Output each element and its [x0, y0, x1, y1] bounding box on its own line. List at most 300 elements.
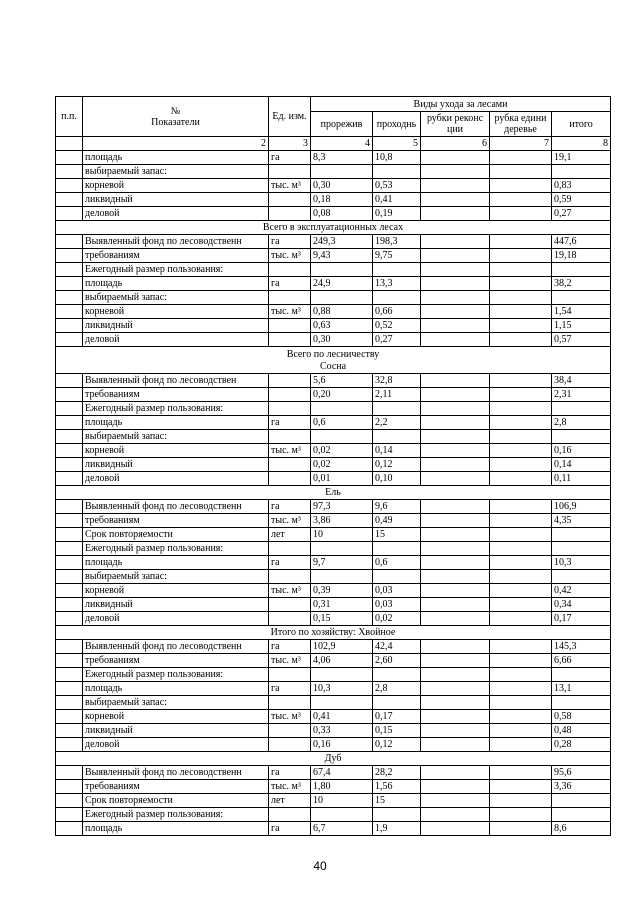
unit-cell: тыс. м³: [269, 179, 311, 193]
unit-cell: га: [269, 277, 311, 291]
row-number-cell: [56, 472, 83, 486]
table-row: [56, 151, 611, 165]
value-cell: 0,01: [311, 472, 373, 486]
value-cell: 95,6: [552, 766, 611, 780]
header-num-sign: №: [170, 105, 181, 117]
unit-cell: га: [269, 500, 311, 514]
value-cell: [490, 584, 552, 598]
table-row: [56, 249, 611, 263]
table-row: [56, 738, 611, 752]
value-cell: 10: [311, 528, 373, 542]
value-cell: [421, 640, 490, 654]
value-cell: [490, 472, 552, 486]
unit-cell: [269, 193, 311, 207]
value-cell: 9,75: [373, 249, 421, 263]
indicator-cell: Ежегодный размер пользования:: [83, 402, 269, 416]
row-number-cell: [56, 682, 83, 696]
value-cell: 0,52: [373, 319, 421, 333]
row-number-cell: [56, 305, 83, 319]
unit-cell: га: [269, 822, 311, 836]
value-cell: [373, 542, 421, 556]
value-cell: 2,31: [552, 388, 611, 402]
value-cell: 2,60: [373, 654, 421, 668]
value-cell: 0,6: [373, 556, 421, 570]
value-cell: 42,4: [373, 640, 421, 654]
value-cell: [421, 179, 490, 193]
value-cell: 0,17: [373, 710, 421, 724]
indicator-cell: площадь: [83, 682, 269, 696]
unit-cell: [269, 696, 311, 710]
value-cell: [421, 291, 490, 305]
value-cell: [311, 808, 373, 822]
table-row: [56, 654, 611, 668]
row-number-cell: [56, 794, 83, 808]
header-number-cell: [56, 137, 83, 151]
table-row: [56, 277, 611, 291]
value-cell: [490, 193, 552, 207]
value-cell: [421, 514, 490, 528]
row-number-cell: [56, 333, 83, 347]
value-cell: 0,17: [552, 612, 611, 626]
value-cell: 0,66: [373, 305, 421, 319]
indicator-cell: требованиям: [83, 654, 269, 668]
section-title-text: Всего по лесничеству: [286, 349, 380, 360]
unit-cell: [269, 165, 311, 179]
value-cell: 0,58: [552, 710, 611, 724]
unit-cell: [269, 207, 311, 221]
value-cell: 0,57: [552, 333, 611, 347]
row-number-cell: [56, 724, 83, 738]
indicator-cell: корневой: [83, 179, 269, 193]
unit-cell: тыс. м³: [269, 654, 311, 668]
indicator-cell: деловой: [83, 738, 269, 752]
table-row: [56, 528, 611, 542]
value-cell: 0,27: [373, 333, 421, 347]
value-cell: [552, 808, 611, 822]
indicator-cell: ликвидный: [83, 724, 269, 738]
value-cell: [552, 528, 611, 542]
table-row: [56, 179, 611, 193]
value-cell: [552, 165, 611, 179]
value-cell: [311, 402, 373, 416]
unit-cell: га: [269, 151, 311, 165]
value-cell: [421, 682, 490, 696]
value-cell: [421, 780, 490, 794]
indicator-cell: деловой: [83, 333, 269, 347]
table-row: [56, 472, 611, 486]
indicator-cell: деловой: [83, 207, 269, 221]
indicator-cell: Выявленный фонд по лесоводственн: [83, 766, 269, 780]
table-row: [56, 402, 611, 416]
value-cell: 0,30: [311, 333, 373, 347]
row-number-cell: [56, 444, 83, 458]
table-row: [56, 416, 611, 430]
header-number-cell: 8: [552, 137, 611, 151]
header-number-cell: 4: [311, 137, 373, 151]
section-row: [56, 221, 611, 235]
indicator-cell: выбираемый запас:: [83, 291, 269, 305]
unit-cell: тыс. м³: [269, 514, 311, 528]
indicator-cell: ликвидный: [83, 193, 269, 207]
header-subcol: рубки реконс ции: [421, 112, 490, 137]
value-cell: 0,33: [311, 724, 373, 738]
value-cell: 0,6: [311, 416, 373, 430]
value-cell: [421, 305, 490, 319]
value-cell: 0,59: [552, 193, 611, 207]
value-cell: [490, 291, 552, 305]
value-cell: 10,3: [552, 556, 611, 570]
indicator-cell: Ежегодный размер пользования:: [83, 808, 269, 822]
value-cell: 198,3: [373, 235, 421, 249]
value-cell: 38,4: [552, 374, 611, 388]
unit-cell: [269, 291, 311, 305]
indicator-cell: площадь: [83, 416, 269, 430]
value-cell: 0,39: [311, 584, 373, 598]
row-number-cell: [56, 640, 83, 654]
value-cell: [311, 570, 373, 584]
value-cell: [490, 249, 552, 263]
value-cell: [490, 416, 552, 430]
row-number-cell: [56, 319, 83, 333]
value-cell: 0,53: [373, 179, 421, 193]
value-cell: [552, 570, 611, 584]
unit-cell: [269, 472, 311, 486]
row-number-cell: [56, 165, 83, 179]
value-cell: [421, 696, 490, 710]
value-cell: [421, 766, 490, 780]
value-cell: [421, 584, 490, 598]
table-row: [56, 724, 611, 738]
indicator-cell: Ежегодный размер пользования:: [83, 263, 269, 277]
indicator-cell: Выявленный фонд по лесоводственн: [83, 640, 269, 654]
value-cell: [552, 263, 611, 277]
value-cell: 0,16: [552, 444, 611, 458]
header-col-unit: Ед. изм.: [269, 97, 311, 137]
unit-cell: га: [269, 766, 311, 780]
row-number-cell: [56, 249, 83, 263]
value-cell: 10,8: [373, 151, 421, 165]
value-cell: [421, 207, 490, 221]
value-cell: 102,9: [311, 640, 373, 654]
value-cell: [373, 696, 421, 710]
header-subcol: проходнь: [373, 112, 421, 137]
value-cell: 9,7: [311, 556, 373, 570]
row-number-cell: [56, 668, 83, 682]
section-row: [56, 486, 611, 500]
value-cell: 1,15: [552, 319, 611, 333]
value-cell: [421, 235, 490, 249]
value-cell: [421, 528, 490, 542]
indicator-cell: корневой: [83, 710, 269, 724]
value-cell: [421, 724, 490, 738]
value-cell: [421, 416, 490, 430]
value-cell: 447,6: [552, 235, 611, 249]
table-row: [56, 193, 611, 207]
section-title: [56, 347, 611, 374]
unit-cell: [269, 738, 311, 752]
table-row: [56, 822, 611, 836]
value-cell: [311, 668, 373, 682]
table-row: [56, 794, 611, 808]
row-number-cell: [56, 528, 83, 542]
value-cell: [373, 570, 421, 584]
value-cell: [421, 472, 490, 486]
indicator-cell: площадь: [83, 277, 269, 291]
value-cell: [490, 542, 552, 556]
value-cell: 0,10: [373, 472, 421, 486]
value-cell: [552, 794, 611, 808]
value-cell: [421, 738, 490, 752]
value-cell: [490, 570, 552, 584]
row-number-cell: [56, 738, 83, 752]
value-cell: 2,11: [373, 388, 421, 402]
value-cell: [421, 570, 490, 584]
section-row: [56, 347, 611, 374]
table-row: [56, 458, 611, 472]
indicator-cell: Выявленный фонд по лесоводствен: [83, 374, 269, 388]
value-cell: 0,27: [552, 207, 611, 221]
row-number-cell: [56, 235, 83, 249]
value-cell: [421, 822, 490, 836]
value-cell: 0,11: [552, 472, 611, 486]
value-cell: 2,8: [552, 416, 611, 430]
section-title: [56, 752, 611, 766]
value-cell: [421, 151, 490, 165]
table-row: [56, 207, 611, 221]
value-cell: 0,02: [373, 612, 421, 626]
row-number-cell: [56, 430, 83, 444]
section-row: [56, 752, 611, 766]
row-number-cell: [56, 374, 83, 388]
value-cell: 0,16: [311, 738, 373, 752]
value-cell: 1,54: [552, 305, 611, 319]
value-cell: 0,42: [552, 584, 611, 598]
value-cell: [552, 430, 611, 444]
unit-cell: [269, 388, 311, 402]
unit-cell: [269, 333, 311, 347]
row-number-cell: [56, 570, 83, 584]
value-cell: [490, 822, 552, 836]
value-cell: 0,63: [311, 319, 373, 333]
indicator-cell: выбираемый запас:: [83, 430, 269, 444]
value-cell: [373, 291, 421, 305]
value-cell: [490, 528, 552, 542]
indicator-cell: требованиям: [83, 514, 269, 528]
value-cell: [490, 808, 552, 822]
table-row: [56, 780, 611, 794]
value-cell: 4,06: [311, 654, 373, 668]
value-cell: [490, 724, 552, 738]
value-cell: 1,80: [311, 780, 373, 794]
indicator-cell: ликвидный: [83, 319, 269, 333]
indicator-cell: выбираемый запас:: [83, 570, 269, 584]
unit-cell: га: [269, 682, 311, 696]
row-number-cell: [56, 151, 83, 165]
row-number-cell: [56, 696, 83, 710]
value-cell: [421, 430, 490, 444]
unit-cell: [269, 542, 311, 556]
unit-cell: [269, 668, 311, 682]
value-cell: 0,18: [311, 193, 373, 207]
value-cell: [490, 514, 552, 528]
value-cell: 32,8: [373, 374, 421, 388]
row-number-cell: [56, 193, 83, 207]
value-cell: 0,03: [373, 598, 421, 612]
row-number-cell: [56, 207, 83, 221]
table-row: [56, 808, 611, 822]
value-cell: 0,15: [373, 724, 421, 738]
value-cell: [552, 402, 611, 416]
table-row: [56, 430, 611, 444]
table-row: [56, 263, 611, 277]
value-cell: [421, 598, 490, 612]
value-cell: 0,83: [552, 179, 611, 193]
row-number-cell: [56, 416, 83, 430]
value-cell: [373, 668, 421, 682]
value-cell: 0,14: [552, 458, 611, 472]
value-cell: 15: [373, 794, 421, 808]
value-cell: [490, 794, 552, 808]
indicator-cell: требованиям: [83, 780, 269, 794]
value-cell: [311, 291, 373, 305]
row-number-cell: [56, 263, 83, 277]
value-cell: [421, 319, 490, 333]
value-cell: 3,86: [311, 514, 373, 528]
value-cell: [490, 612, 552, 626]
table-row: [56, 305, 611, 319]
value-cell: 28,2: [373, 766, 421, 780]
row-number-cell: [56, 402, 83, 416]
table-row: [56, 556, 611, 570]
value-cell: 0,02: [311, 444, 373, 458]
value-cell: 6,66: [552, 654, 611, 668]
value-cell: 0,34: [552, 598, 611, 612]
value-cell: 0,31: [311, 598, 373, 612]
value-cell: [421, 556, 490, 570]
value-cell: [490, 333, 552, 347]
value-cell: 0,48: [552, 724, 611, 738]
value-cell: 8,6: [552, 822, 611, 836]
value-cell: [490, 235, 552, 249]
value-cell: 97,3: [311, 500, 373, 514]
value-cell: 0,02: [311, 458, 373, 472]
value-cell: [421, 794, 490, 808]
value-cell: [490, 640, 552, 654]
unit-cell: [269, 430, 311, 444]
value-cell: [490, 682, 552, 696]
value-cell: [490, 556, 552, 570]
table-row: [56, 668, 611, 682]
value-cell: 67,4: [311, 766, 373, 780]
value-cell: [421, 612, 490, 626]
value-cell: 9,43: [311, 249, 373, 263]
table-row: [56, 235, 611, 249]
value-cell: 0,30: [311, 179, 373, 193]
table-row: [56, 542, 611, 556]
unit-cell: тыс. м³: [269, 710, 311, 724]
value-cell: [373, 430, 421, 444]
value-cell: 38,2: [552, 277, 611, 291]
header-col-group: Виды ухода за лесами: [311, 97, 611, 112]
indicator-cell: корневой: [83, 584, 269, 598]
indicator-cell: Ежегодный размер пользования:: [83, 542, 269, 556]
unit-cell: га: [269, 416, 311, 430]
row-number-cell: [56, 822, 83, 836]
table-row: [56, 584, 611, 598]
table-row: [56, 612, 611, 626]
header-row-1: [56, 97, 611, 112]
value-cell: 3,36: [552, 780, 611, 794]
section-title-text: Ель: [325, 487, 341, 498]
value-cell: [490, 780, 552, 794]
indicator-cell: Срок повторяемости: [83, 528, 269, 542]
unit-cell: [269, 612, 311, 626]
value-cell: 8,3: [311, 151, 373, 165]
table-row: [56, 766, 611, 780]
unit-cell: [269, 374, 311, 388]
unit-cell: [269, 319, 311, 333]
unit-cell: [269, 263, 311, 277]
value-cell: [490, 179, 552, 193]
value-cell: [373, 808, 421, 822]
value-cell: [490, 305, 552, 319]
value-cell: 0,88: [311, 305, 373, 319]
row-number-cell: [56, 556, 83, 570]
value-cell: 13,1: [552, 682, 611, 696]
header-row-numbers: [56, 137, 611, 151]
value-cell: 24,9: [311, 277, 373, 291]
value-cell: [490, 402, 552, 416]
unit-cell: [269, 598, 311, 612]
value-cell: [421, 249, 490, 263]
value-cell: [490, 374, 552, 388]
value-cell: [421, 808, 490, 822]
value-cell: [490, 766, 552, 780]
value-cell: 1,56: [373, 780, 421, 794]
unit-cell: тыс. м³: [269, 444, 311, 458]
header-subcol: рубка едини деревье: [490, 112, 552, 137]
indicator-cell: деловой: [83, 612, 269, 626]
table-row: [56, 500, 611, 514]
value-cell: [421, 654, 490, 668]
row-number-cell: [56, 808, 83, 822]
value-cell: [490, 598, 552, 612]
header-col-indicators: [83, 97, 269, 137]
value-cell: 0,41: [373, 193, 421, 207]
value-cell: 4,35: [552, 514, 611, 528]
header-indicators-label: Показатели: [151, 116, 200, 128]
value-cell: 1,9: [373, 822, 421, 836]
value-cell: 10,3: [311, 682, 373, 696]
value-cell: 0,12: [373, 458, 421, 472]
section-title: [56, 486, 611, 500]
unit-cell: тыс. м³: [269, 249, 311, 263]
value-cell: [421, 542, 490, 556]
table-row: [56, 598, 611, 612]
indicator-cell: требованиям: [83, 388, 269, 402]
indicator-cell: требованиям: [83, 249, 269, 263]
header-number-cell: 2: [83, 137, 269, 151]
value-cell: 0,28: [552, 738, 611, 752]
value-cell: 0,49: [373, 514, 421, 528]
row-number-cell: [56, 542, 83, 556]
value-cell: [311, 165, 373, 179]
value-cell: [421, 668, 490, 682]
value-cell: [490, 738, 552, 752]
unit-cell: тыс. м³: [269, 305, 311, 319]
value-cell: 6,7: [311, 822, 373, 836]
unit-cell: га: [269, 556, 311, 570]
